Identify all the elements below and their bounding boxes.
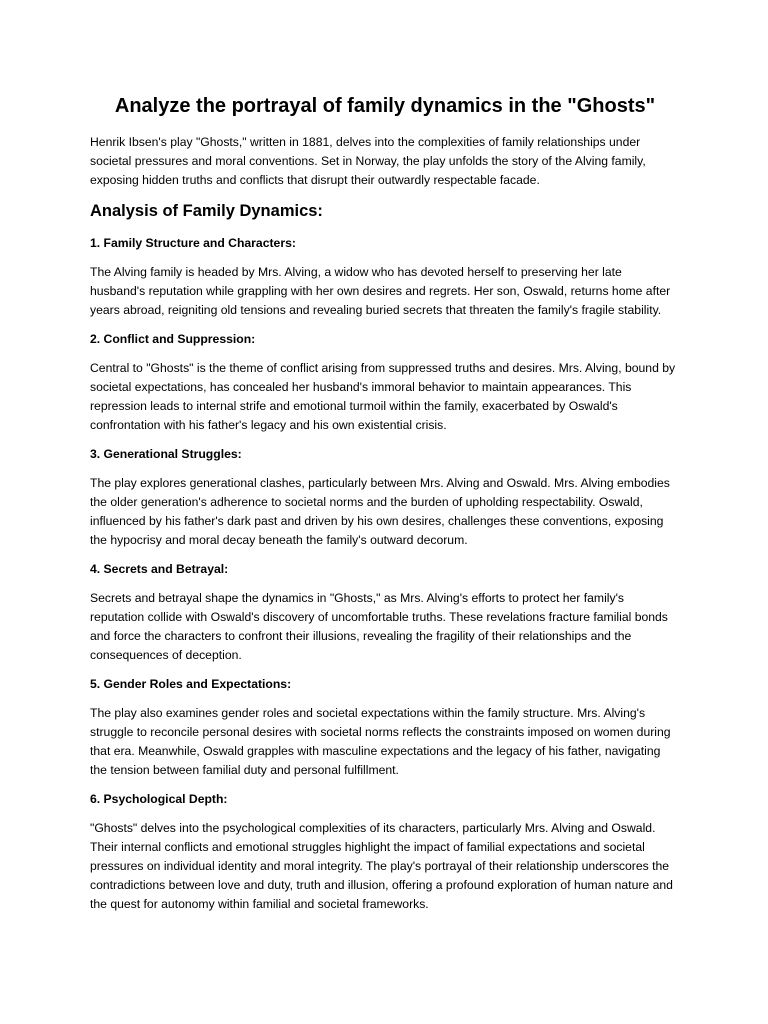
document-page — [90, 92, 680, 924]
section-heading: 2. Conflict and Suppression: — [90, 332, 256, 346]
document-title: Analyze the portrayal of family dynamics in the "Ghosts" — [114, 95, 656, 117]
section-psychological-depth — [90, 790, 680, 914]
section-body: "Ghosts" delves into the psychological complexities of its characters, particularly Mrs. Alving and Oswald. Their internal conflicts and emotional struggles highlight the impact of familial expectations and societal pressures on individual identity and moral integrity. The play's portrayal of their relationship underscores the contradictions between love and duty, truth and illusion, offering a profound exploration of human nature and the quest for autonomy within familial and societal frameworks. — [90, 821, 673, 911]
section-secrets-betrayal — [90, 560, 680, 665]
section-body: Central to "Ghosts" is the theme of conflict arising from suppressed truths and desires. Mrs. Alving, bound by societal expectations, has concealed her husband's immoral behavior to maintain appearances. This repression leads to internal strife and emotional turmoil within the family, exacerbated by Oswald's confrontation with his father's legacy and his own existential crisis. — [90, 361, 676, 432]
intro-paragraph: Henrik Ibsen's play "Ghosts," written in 1881, delves into the complexities of family relationships under societal pressures and moral conventions. Set in Norway, the play unfolds the story of the Alving family, exposing hidden truths and conflicts that disrupt their outwardly respectable facade. — [90, 135, 646, 187]
section-heading: 6. Psychological Depth: — [90, 792, 228, 806]
section-body: The play explores generational clashes, particularly between Mrs. Alving and Oswald. Mrs. Alving embodies the older generation's adherence to societal norms and the burden of upholding respectability. Oswald, influenced by his father's dark past and driven by his own desires, challenges these conventions, exposing the hypocrisy and moral decay beneath the family's outward decorum. — [90, 476, 670, 547]
section-family-structure — [90, 234, 680, 320]
section-body: The play also examines gender roles and societal expectations within the family structure. Mrs. Alving's struggle to reconcile personal desires with societal norms reflects the constraints imposed on women during that era. Meanwhile, Oswald grapples with masculine expectations and the legacy of his father, navigating the tension between familial duty and personal fulfillment. — [90, 706, 671, 777]
section-gender-roles — [90, 675, 680, 780]
section-conflict-suppression — [90, 330, 680, 435]
section-generational-struggles — [90, 445, 680, 550]
section-heading: 3. Generational Struggles: — [90, 447, 242, 461]
section-body: Secrets and betrayal shape the dynamics in "Ghosts," as Mrs. Alving's efforts to protect her family's reputation collide with Oswald's discovery of uncomfortable truths. These revelations fracture familial bonds and force the characters to confront their illusions, revealing the fragility of their relationships and the consequences of deception. — [90, 591, 668, 662]
section-body: The Alving family is headed by Mrs. Alving, a widow who has devoted herself to preserving her late husband's reputation while grappling with her own desires and regrets. Her son, Oswald, returns home after years abroad, reigniting old tensions and revealing buried secrets that threaten the family's fragile stability. — [90, 265, 671, 317]
section-heading: 4. Secrets and Betrayal: — [90, 562, 229, 576]
analysis-heading: Analysis of Family Dynamics: — [90, 202, 323, 220]
section-heading: 1. Family Structure and Characters: — [90, 236, 296, 250]
section-heading: 5. Gender Roles and Expectations: — [90, 677, 292, 691]
